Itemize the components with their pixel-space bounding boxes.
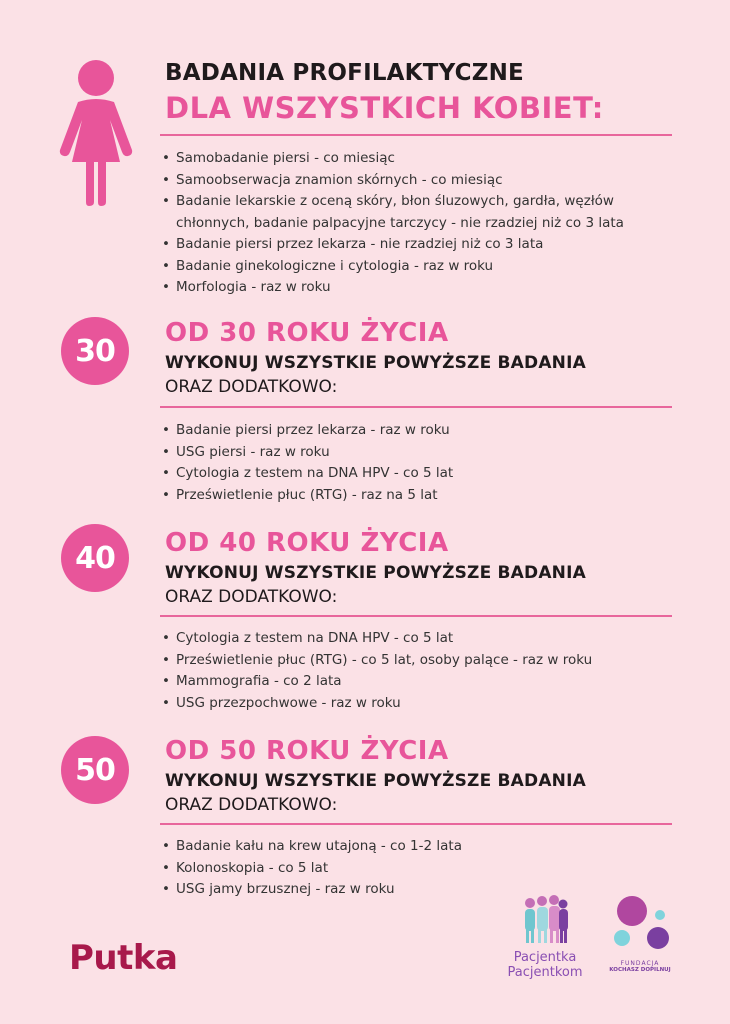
list-item: • Badanie ginekologiczne i cytologia - raz w roku bbox=[162, 257, 494, 274]
section-list-50 bbox=[160, 836, 462, 901]
list-item-continuation: chłonnych, badanie palpacyjne tarczycy - nie rzadziej niż co 3 lata bbox=[176, 214, 624, 231]
list-item: • Badanie piersi przez lekarza - raz w roku bbox=[162, 422, 450, 438]
partner2-line1: FUNDACJA bbox=[620, 960, 660, 967]
list-item: • USG jamy brzusznej - raz w roku bbox=[162, 881, 395, 897]
dots-icon bbox=[605, 895, 675, 955]
divider bbox=[160, 823, 672, 825]
list-item: • Cytologia z testem na DNA HPV - co 5 lat bbox=[162, 465, 454, 481]
section-list-40 bbox=[160, 628, 592, 714]
section-sub1-40: WYKONUJ WSZYSTKIE POWYŻSZE BADANIA bbox=[165, 563, 586, 583]
divider bbox=[160, 615, 672, 617]
list-item: • Badanie lekarskie z oceną skóry, błon śluzowych, gardła, węzłów bbox=[162, 193, 614, 209]
list-item: • Prześwietlenie płuc (RTG) - raz na 5 lat bbox=[162, 486, 438, 503]
list-item: • Samobadanie piersi - co miesiąc bbox=[162, 150, 395, 166]
woman-icon bbox=[58, 58, 134, 206]
header-title-line2: DLA WSZYSTKICH KOBIET: bbox=[165, 91, 604, 125]
section-title-50: OD 50 ROKU ŻYCIA bbox=[165, 736, 449, 766]
list-item: • Badanie piersi przez lekarza - nie rzadziej niż co 3 lata bbox=[162, 236, 544, 252]
partner2-line2: KOCHASZ DOPILNUJ bbox=[609, 967, 671, 973]
partner1-line2: Pacjentkom bbox=[507, 965, 583, 980]
age-badge-50: 50 bbox=[61, 736, 129, 804]
list-item: • USG piersi - raz w roku bbox=[162, 443, 330, 460]
section-sub1-30: WYKONUJ WSZYSTKIE POWYŻSZE BADANIA bbox=[165, 353, 586, 373]
header-title-line1: BADANIA PROFILAKTYCZNE bbox=[165, 60, 524, 86]
divider bbox=[160, 406, 672, 408]
divider bbox=[160, 134, 672, 136]
section-list-30 bbox=[160, 420, 453, 506]
section-title-40: OD 40 ROKU ŻYCIA bbox=[165, 528, 449, 558]
section-sub2-40: ORAZ DODATKOWO: bbox=[165, 587, 338, 607]
list-item: • Cytologia z testem na DNA HPV - co 5 lat bbox=[162, 630, 454, 646]
section-sub2-30: ORAZ DODATKOWO: bbox=[165, 377, 338, 397]
list-item: • Morfologia - raz w roku bbox=[162, 279, 331, 295]
list-item: • Badanie kału na krew utajoną - co 1-2 lata bbox=[162, 838, 462, 854]
list-item: • Samoobserwacja znamion skórnych - co miesiąc bbox=[162, 171, 503, 188]
list-item: • Mammografia - co 2 lata bbox=[162, 673, 342, 689]
section-sub2-50: ORAZ DODATKOWO: bbox=[165, 795, 338, 815]
section-sub1-50: WYKONUJ WSZYSTKIE POWYŻSZE BADANIA bbox=[165, 771, 586, 791]
list-item: • USG przezpochwowe - raz w roku bbox=[162, 694, 401, 711]
age-badge-40: 40 bbox=[61, 524, 129, 592]
age-badge-30: 30 bbox=[61, 317, 129, 385]
list-item: • Kolonoskopia - co 5 lat bbox=[162, 859, 329, 876]
partner1-line1: Pacjentka bbox=[513, 950, 577, 965]
general-list bbox=[160, 148, 624, 299]
section-title-30: OD 30 ROKU ŻYCIA bbox=[165, 318, 449, 348]
women-group-icon bbox=[522, 895, 568, 945]
fundacja-logo bbox=[605, 895, 675, 973]
brand-logo: Putka bbox=[69, 938, 178, 978]
list-item: • Prześwietlenie płuc (RTG) - co 5 lat, osoby palące - raz w roku bbox=[162, 651, 593, 668]
pacjentka-pacjentkom-logo bbox=[500, 895, 590, 980]
